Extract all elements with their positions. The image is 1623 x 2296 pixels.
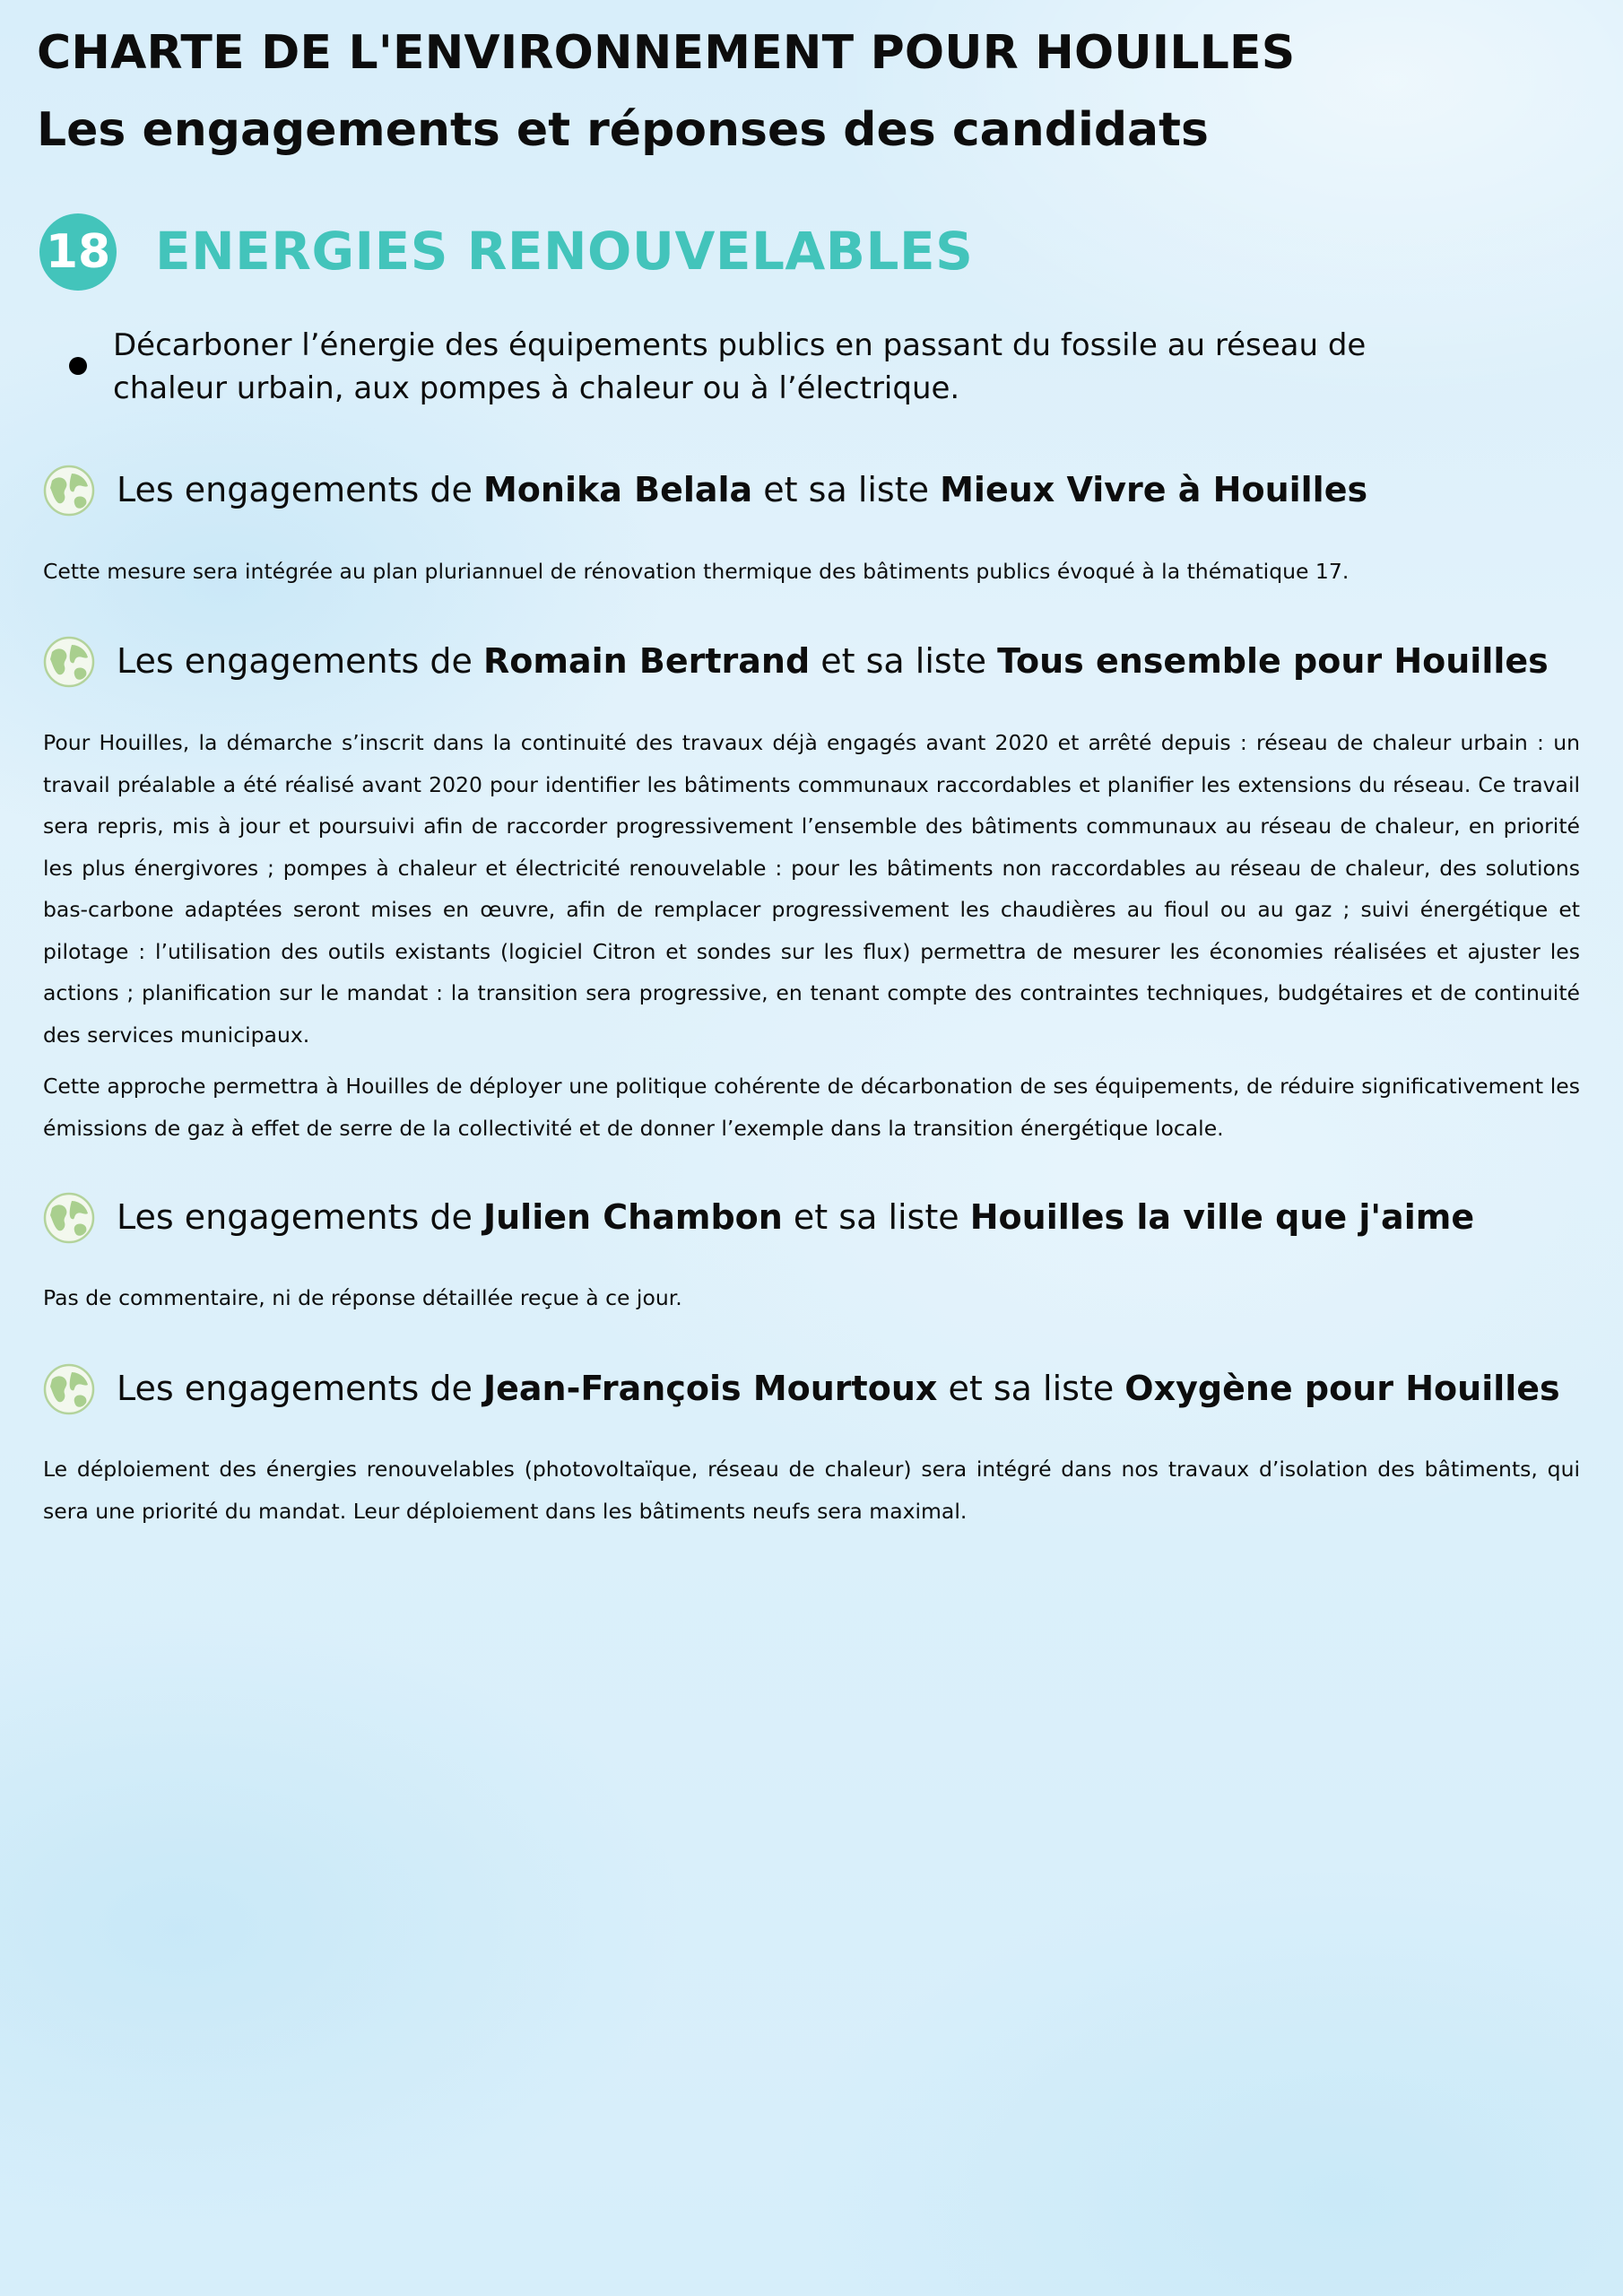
- theme-number-badge: 18: [39, 213, 117, 291]
- candidate-response-paragraph: Pour Houilles, la démarche s’inscrit dans la continuité des travaux déjà engagés avant 2020 et arrêté depuis : réseau de chaleur urbain : un travail préalable a été réalisé avant 2020 pour identifier les bâtiments communaux raccordables et planifier les extensions du réseau. Ce travail sera repris, mis à jour et poursuivi afin de raccorder progressivement l’ensemble des bâtiments communaux au réseau de chaleur, en priorité les plus énergivores ; pompes à chaleur et électricité renouvelable : pour les bâtiments non raccordables au réseau de chaleur, des solutions bas-carbone adaptées seront mises en œuvre, afin de remplacer progressivement les chaudières au fioul ou au gaz ; suivi énergétique et pilotage : l’utilisation des outils existants (logiciel Citron et sondes sur les flux) permettra de mesurer les économies réalisées et ajuster les actions ; planification sur le mandat : la transition sera progressive, en tenant compte des contraintes techniques, budgétaires et de continuité des services municipaux.: [43, 730, 1580, 1048]
- candidate-list-name: Tous ensemble pour Houilles: [997, 641, 1549, 681]
- candidate-list-name: Oxygène pour Houilles: [1124, 1369, 1560, 1408]
- heading-prefix: Les engagements de: [117, 470, 473, 509]
- bullet-icon: [69, 357, 87, 375]
- candidate-name: Jean-François Mourtoux: [482, 1369, 938, 1408]
- candidate-heading-chambon: [43, 1190, 1585, 1244]
- candidate-response-paragraph: Cette mesure sera intégrée au plan pluriannuel de rénovation thermique des bâtiments publics évoqué à la thématique 17.: [43, 559, 1350, 584]
- candidate-response-paragraph: Le déploiement des énergies renouvelables (photovoltaïque, réseau de chaleur) sera intégré dans nos travaux d’isolation des bâtiments, qui sera une priorité du mandat. Leur déploiement dans les bâtiments neufs sera maximal.: [43, 1457, 1580, 1524]
- candidate-heading-mourtoux: [43, 1361, 1585, 1415]
- candidate-response-paragraph: Pas de commentaire, ni de réponse détaillée reçue à ce jour.: [43, 1285, 682, 1310]
- document-title: CHARTE DE L'ENVIRONNEMENT POUR HOUILLES: [37, 26, 1296, 80]
- candidate-name: Romain Bertrand: [482, 641, 811, 681]
- candidate-list-name: Houilles la ville que j'aime: [969, 1197, 1475, 1237]
- candidate-heading-bertrand: [43, 634, 1585, 688]
- heading-prefix: Les engagements de: [117, 641, 473, 681]
- theme-title: ENERGIES RENOUVELABLES: [155, 221, 974, 282]
- heading-middle: et sa liste: [763, 470, 930, 509]
- candidate-list-name: Mieux Vivre à Houilles: [940, 470, 1368, 509]
- globe-icon: [43, 465, 95, 517]
- candidate-heading-text: [117, 1190, 1474, 1244]
- candidate-name: Monika Belala: [482, 470, 753, 509]
- heading-middle: et sa liste: [820, 641, 986, 681]
- candidate-name: Julien Chambon: [482, 1197, 783, 1237]
- globe-icon: [43, 636, 95, 688]
- candidate-response-paragraph: Cette approche permettra à Houilles de déployer une politique cohérente de décarbonation de ses équipements, de réduire significativement les émissions de gaz à effet de serre de la collectivité et de donner l’exemple dans la transition énergétique locale.: [43, 1074, 1580, 1141]
- candidate-heading-belala: [43, 463, 1585, 517]
- globe-icon: [43, 1192, 95, 1244]
- candidate-heading-text: [117, 1361, 1560, 1415]
- heading-prefix: Les engagements de: [117, 1369, 473, 1408]
- candidate-heading-text: [117, 634, 1549, 688]
- heading-middle: et sa liste: [793, 1197, 959, 1237]
- heading-middle: et sa liste: [948, 1369, 1115, 1408]
- candidate-heading-text: [117, 463, 1367, 517]
- globe-icon: [43, 1363, 95, 1415]
- measure-text: Décarboner l’énergie des équipements publics en passant du fossile au réseau de chaleur urbain, aux pompes à chaleur ou à l’électrique.: [113, 327, 1367, 406]
- heading-prefix: Les engagements de: [117, 1197, 473, 1237]
- document-subtitle: Les engagements et réponses des candidats: [37, 103, 1209, 157]
